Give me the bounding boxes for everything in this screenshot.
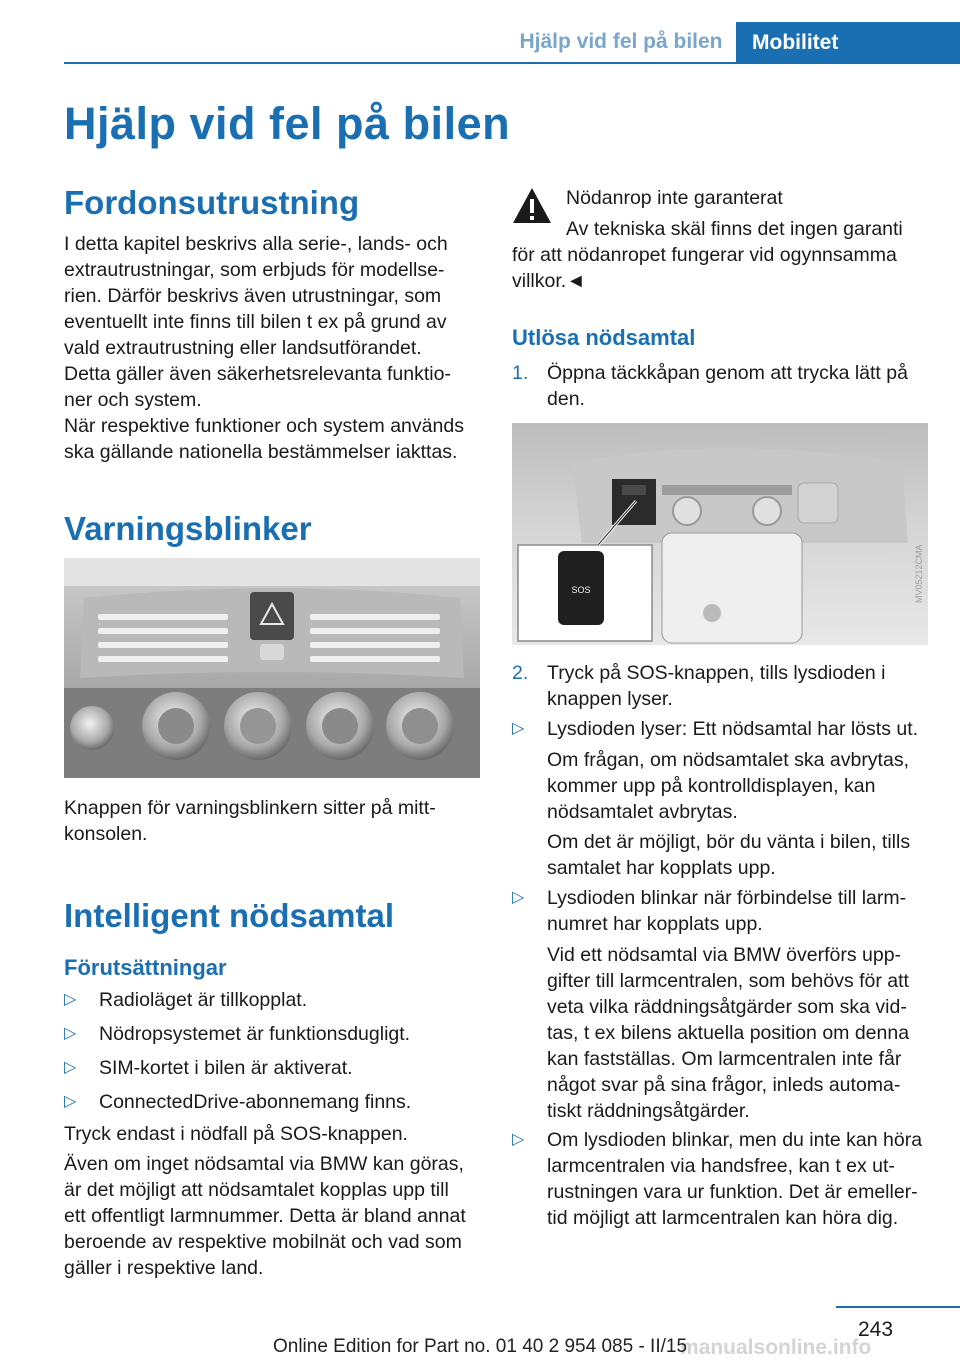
heading-intelligent-nodsamtal: Intelligent nödsamtal <box>64 897 395 934</box>
fordonsutrustning-para1: I detta kapitel beskrivs alla serie-, lands- och extrautrustningar, som erbjuds för modellse- rien. Därför beskrivs även utrustningar, som eventuellt inte finns till bilen t ex på grund av vald extrautrustning eller landsutförandet. Detta gäller även säkerhetsrelevanta funktio- ner och system. <box>64 233 451 411</box>
bullet-triangle-icon: ▷ <box>512 1131 525 1148</box>
end-mark: ◄ <box>566 270 586 292</box>
header-chapter-tab: Mobilitet <box>736 22 960 64</box>
hazard-console-figure <box>64 558 480 778</box>
varningsblinker-caption: Knappen för varningsblinkern sitter på mitt- konsolen. <box>64 797 436 845</box>
nodsamtal-para2: Även om inget nödsamtal via BMW kan göras, är det möjligt att nödsamtalet kopplas upp till ett offentligt larmnummer. Detta är bland annat beroende av respektive mobilnät och vad som gäller i respektive land. <box>64 1153 466 1279</box>
bullet-triangle-icon: ▷ <box>64 1025 77 1042</box>
sub1-para2: Om det är möjligt, bör du vänta i bilen, tills samtalet har kopplats upp. <box>547 831 911 879</box>
sos-instruction: Tryck endast i nödfall på SOS-knappen. <box>64 1123 408 1145</box>
bullet-triangle-icon: ▷ <box>64 1093 77 1110</box>
bullet-triangle-icon: ▷ <box>512 720 525 737</box>
heading-forutsattningar: Förutsättningar <box>64 955 227 980</box>
fordonsutrustning-para2: När respektive funktioner och system används ska gällande nationella bestämmelser iakttas. <box>64 415 464 463</box>
bullet-triangle-icon: ▷ <box>64 1059 77 1076</box>
bullet-triangle-icon: ▷ <box>64 991 77 1008</box>
footer-edition: Online Edition for Part no. 01 40 2 954 085 - II/15 <box>272 1336 688 1357</box>
page-title: Hjälp vid fel på bilen <box>64 98 511 149</box>
bullet-triangle-icon: ▷ <box>512 889 525 906</box>
warning-body: Av tekniska skäl finns det ingen garanti för att nödanropet fungerar vid ogynnsamma villkor.◄ <box>512 218 903 292</box>
watermark: manualsonline.info <box>680 1336 872 1359</box>
figure-code: MV05212CMA <box>914 544 924 603</box>
header-rule <box>64 62 960 64</box>
sub1-para1: Om frågan, om nödsamtalet ska avbrytas, kommer upp på kontrolldisplayen, kan nödsamtalet avbrytas. <box>547 749 909 823</box>
heading-varningsblinker: Varningsblinker <box>64 510 312 547</box>
sub2-para1: Vid ett nödsamtal via BMW överförs upp- gifter till larmcentralen, som behövs för att veta vilka räddningsåtgärder som ska vid- tas, t ex bilens aktuella position om denna kan fastställas. Om larmcentralen inte får något svar på sina frågor, inleds automa- tiskt räddningsåtgärder. <box>547 944 910 1122</box>
page-number: 243 <box>858 1318 894 1341</box>
heading-utlosa-nodsamtal: Utlösa nödsamtal <box>512 325 696 350</box>
header-section-tab: Hjälp vid fel på bilen <box>519 30 723 53</box>
sos-console-figure <box>512 423 928 645</box>
sos-button-label: SOS <box>571 585 591 595</box>
footer-rule <box>836 1306 960 1308</box>
heading-fordonsutrustning: Fordonsutrustning <box>64 184 360 221</box>
warning-title: Nödanrop inte garanterat <box>566 187 783 209</box>
